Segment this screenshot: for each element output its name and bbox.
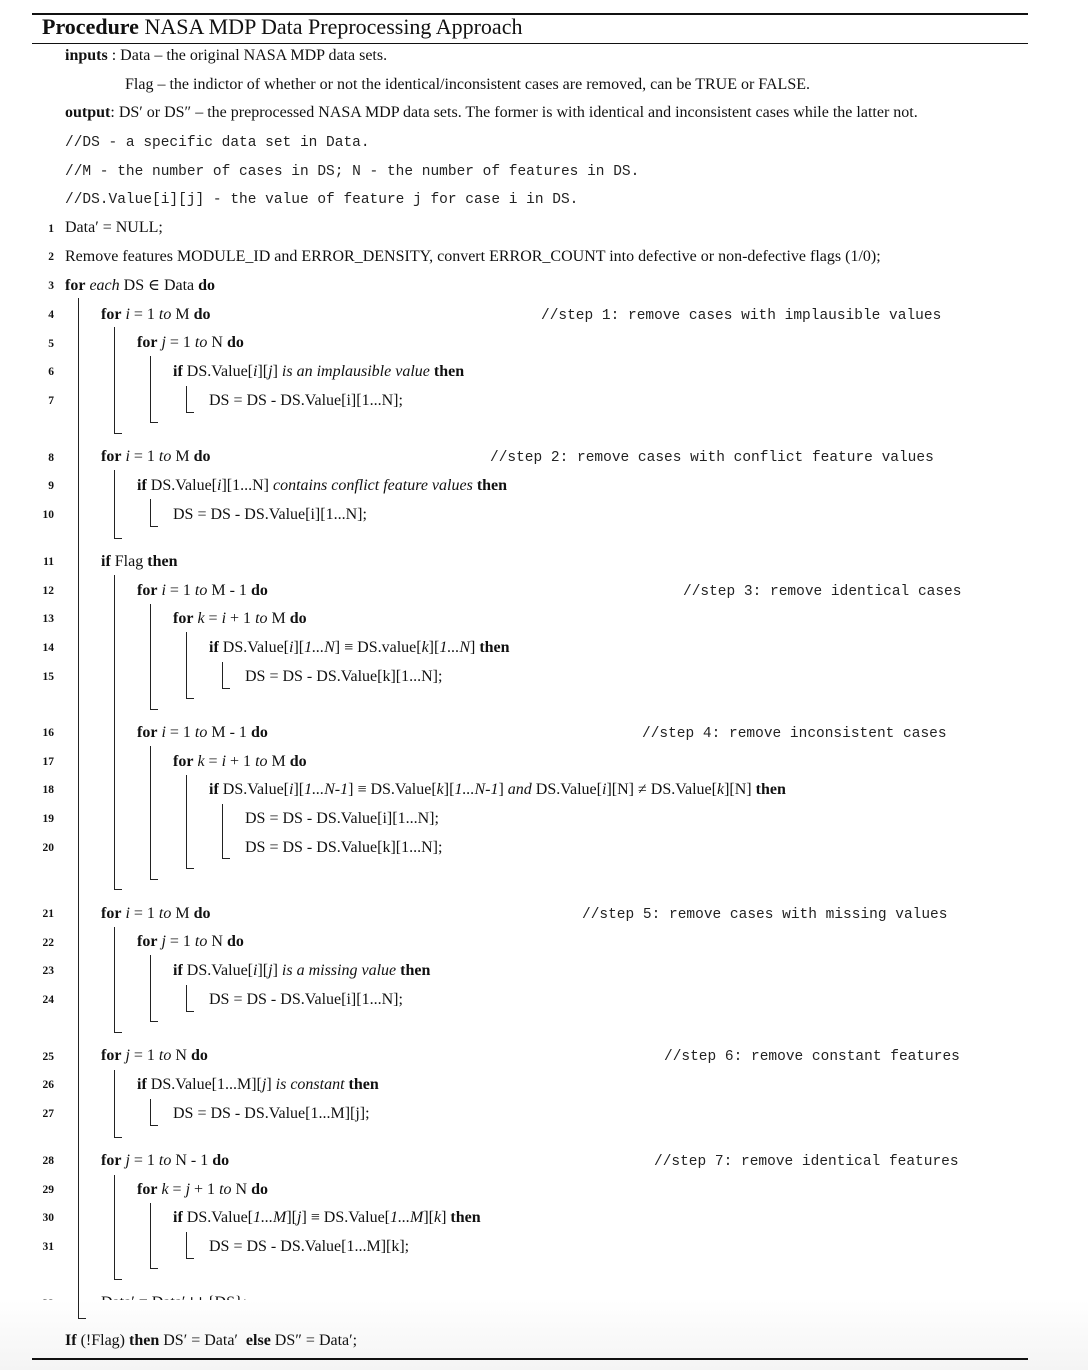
code-line-3: for each DS ∈ Data do [65,277,216,294]
block-line [186,985,187,1011]
code-line-21: for i = 1 to M do [101,905,211,922]
block-line [150,955,151,1021]
step-3-comment: //step 3: remove identical cases [683,584,962,600]
block-end [222,858,230,859]
block-line [186,386,187,412]
line-number: 23 [42,965,54,977]
output-line: output: DS′ or DS″ – the preprocessed NASA MDP data sets. The former is with identical and inconsistent cases while the latter not. [65,104,918,121]
block-end [222,688,230,689]
code-line-4: for i = 1 to M do [101,306,211,323]
line-number: 9 [48,480,54,492]
block-line [150,356,151,422]
procedure-title: Procedure NASA MDP Data Preprocessing Approach [42,14,523,39]
block-line [222,804,223,858]
line-number: 5 [48,338,54,350]
line-number: 1 [48,223,54,235]
block-end [186,868,194,869]
line-number: 10 [42,509,54,521]
step-1-comment: //step 1: remove cases with implausible values [541,308,942,324]
block-end [114,433,122,434]
code-line-24: DS = DS - DS.Value[i][1...N]; [209,991,403,1008]
code-line-13: for k = i + 1 to M do [173,610,307,627]
code-line-27: DS = DS - DS.Value[1...M][j]; [173,1105,370,1122]
line-number: 13 [42,613,54,625]
line-number: 16 [42,727,54,739]
code-line-10: DS = DS - DS.Value[i][1...N]; [173,506,367,523]
block-line [150,746,151,879]
step-4-comment: //step 4: remove inconsistent cases [642,726,947,742]
line-number: 6 [48,366,54,378]
block-line [150,1099,151,1125]
line-number: 3 [48,280,54,292]
line-number: 22 [42,937,54,949]
line-number: 27 [42,1108,54,1120]
line-number: 2 [48,251,54,263]
code-line-33: If (!Flag) then DS′ = Data′ else DS″ = Data′; [65,1332,358,1349]
block-end [114,538,122,539]
comment-m-n: //M - the number of cases in DS; N - the number of features in DS. [65,164,640,180]
block-end [150,1021,158,1022]
block-end [150,1268,158,1269]
code-line-26: if DS.Value[1...M][j] is constant then [137,1076,379,1093]
block-end [186,1258,194,1259]
line-number: 31 [42,1241,54,1253]
code-line-20: DS = DS - DS.Value[k][1...N]; [245,839,443,856]
code-line-9: if DS.Value[i][1...N] contains conflict feature values then [137,477,508,494]
block-line [114,1175,115,1279]
code-line-8: for i = 1 to M do [101,448,211,465]
block-end [150,526,158,527]
code-line-31: DS = DS - DS.Value[1...M][k]; [209,1238,410,1255]
code-line-11: if Flag then [101,553,178,570]
code-line-22: for j = 1 to N do [137,933,244,950]
line-number: 17 [42,756,54,768]
block-end [186,1011,194,1012]
block-end [150,422,158,423]
block-end [78,1318,86,1319]
block-line [78,298,79,1318]
line-number: 21 [42,908,54,920]
line-number: 24 [42,994,54,1006]
block-end [150,709,158,710]
code-line-18: if DS.Value[i][1...N-1] ≡ DS.Value[k][1...N-1] and DS.Value[i][N] ≠ DS.Value[k][N] then [209,781,786,798]
step-6-comment: //step 6: remove constant features [664,1049,960,1065]
block-line [114,927,115,1032]
code-line-19: DS = DS - DS.Value[i][1...N]; [245,810,439,827]
code-line-25: for j = 1 to N do [101,1047,208,1064]
line-number: 14 [42,642,54,654]
block-end [114,1137,122,1138]
code-line-2: Remove features MODULE_ID and ERROR_DENSITY, convert ERROR_COUNT into defective or non-defective flags (1/0); [65,248,881,265]
block-line [222,662,223,688]
block-line [150,499,151,526]
title-rule [32,43,1028,44]
code-line-5: for j = 1 to N do [137,334,244,351]
block-end [186,698,194,699]
line-number: 8 [48,452,54,464]
block-line [114,327,115,433]
line-number: 7 [48,395,54,407]
code-line-7: DS = DS - DS.Value[i][1...N]; [209,392,403,409]
code-line-12: for i = 1 to M - 1 do [137,582,268,599]
block-end [186,412,194,413]
line-number: 11 [43,556,54,568]
inputs-line: inputs : Data – the original NASA MDP data sets. [65,47,388,64]
code-line-1: Data′ = NULL; [65,219,163,236]
code-line-30: if DS.Value[1...M][j] ≡ DS.Value[1...M][k] then [173,1209,481,1226]
line-number: 28 [42,1155,54,1167]
code-line-16: for i = 1 to M - 1 do [137,724,268,741]
line-number: 29 [42,1184,54,1196]
block-line [114,575,115,889]
line-number: 18 [42,784,54,796]
code-line-23: if DS.Value[i][j] is a missing value then [173,962,431,979]
block-line [150,1203,151,1268]
block-end [114,1032,122,1033]
bottom-rule [32,1358,1028,1360]
block-line [114,1070,115,1137]
code-line-6: if DS.Value[i][j] is an implausible value then [173,363,465,380]
line-number: 15 [42,671,54,683]
code-line-28: for j = 1 to N - 1 do [101,1152,230,1169]
line-number: 26 [42,1079,54,1091]
line-number: 12 [42,585,54,597]
block-line [150,604,151,709]
line-number: 4 [48,309,54,321]
step-5-comment: //step 5: remove cases with missing values [582,907,948,923]
comment-ds: //DS - a specific data set in Data. [65,135,370,151]
comment-value: //DS.Value[i][j] - the value of feature j for case i in DS. [65,192,579,208]
line-number: 20 [42,842,54,854]
step-2-comment: //step 2: remove cases with conflict feature values [490,450,934,466]
code-line-14: if DS.Value[i][1...N] ≡ DS.value[k][1...N] then [209,639,510,656]
block-line [186,775,187,868]
line-number: 19 [42,813,54,825]
block-line [186,632,187,698]
block-end [114,1279,122,1280]
block-line [186,1232,187,1258]
line-number: 30 [42,1212,54,1224]
inputs-flag-line: Flag – the indictor of whether or not the identical/inconsistent cases are removed, can be TRUE or FALSE. [125,76,810,93]
code-line-17: for k = i + 1 to M do [173,753,307,770]
step-7-comment: //step 7: remove identical features [654,1154,959,1170]
block-end [150,879,158,880]
block-end [114,889,122,890]
line-number: 25 [42,1051,54,1063]
block-end [150,1125,158,1126]
code-line-15: DS = DS - DS.Value[k][1...N]; [245,668,443,685]
block-line [114,470,115,538]
code-line-29: for k = j + 1 to N do [137,1181,268,1198]
